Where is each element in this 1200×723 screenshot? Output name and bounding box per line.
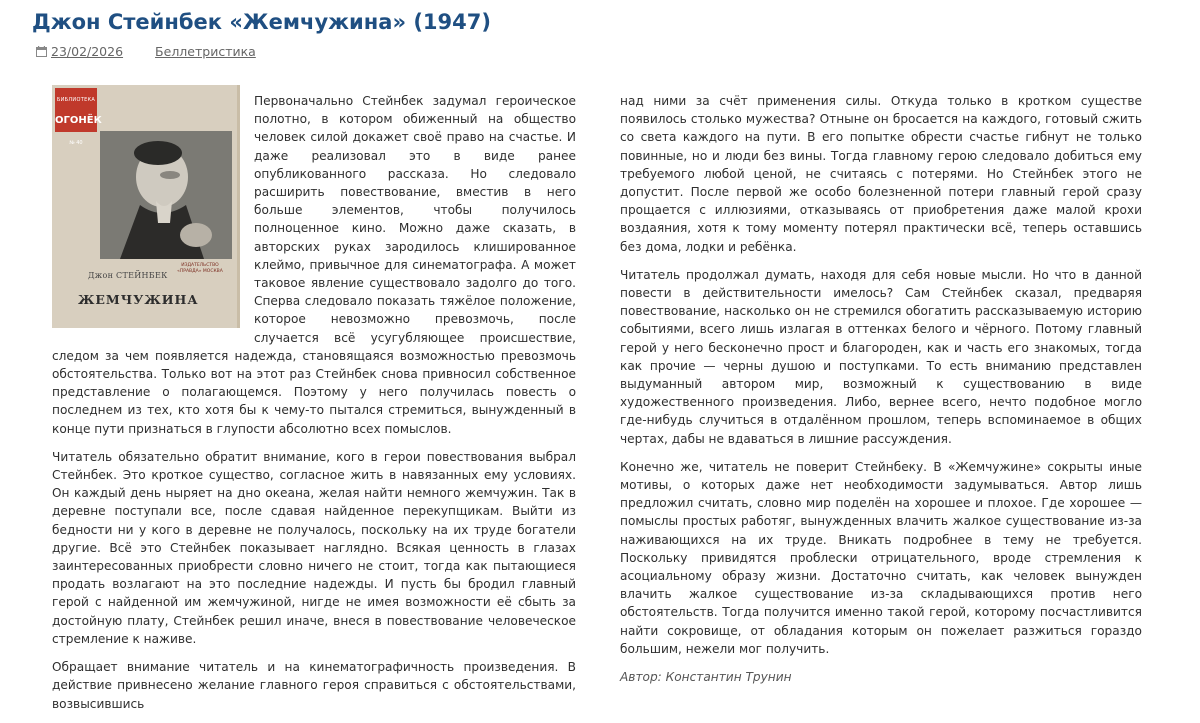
paragraph: Первоначально Стейнбек задумал героическое полотно, в котором обиженный на общество человек силой докажет своё право на счастье. И даже реализовал это в виде ранее опубликованного рассказа. Но следовало расширить повествование, вместив в него больше элементов, чтобы получилось полноценное кино. Можно даже сказать, в авторских руках зародилось клишированное клеймо, привычное для синематографа. А может таковое явление существовало задолго до того. Сперва следовало показать тяжёлое положение, которое невозможно превозмочь, после случается всё усугубляющее происшествие, следом за чем появляется надежда, становящаяся возможностью превозмочь обстоятельства. Только вот на этот раз Стейнбек снова привносил собственное представление о полагающемся. Поэтому у него получилась повесть о последнем из тех, кто хотя бы к чему-то пытался стремиться, вынужденный в конце пути признаться в глупости абсолютно всех помыслов. bbox=[52, 94, 576, 436]
cover-publisher: ИЗДАТЕЛЬСТВО «ПРАВДА» МОСКВА bbox=[177, 263, 223, 274]
calendar-icon bbox=[36, 46, 47, 57]
post-meta bbox=[36, 44, 256, 59]
paragraph: над ними за счёт применения силы. Откуда только в кротком существе появилось столько мужества? Отныне он бросается на каждого, готовый сжить со света каждого на пути. В его попытке обрести счастье гибнут не только повинные, но и люди без вины. Тогда главному герою следовало добиться ему требуемого любой ценой, не считаясь с потерями. Но Стейнбек этого не допустит. После первой же особо болезненной потери главный герой сразу прощается с иллюзиями, отказываясь от приобретения даже малой крохи воздаяния, хотя к тому моменту потерял практически всё, теперь оставшись без дома, лодки и ребёнка. bbox=[620, 94, 1142, 254]
book-cover-image[interactable] bbox=[52, 85, 240, 328]
cover-series-name: ОГОНЁК bbox=[55, 115, 102, 127]
paragraph: Читатель продолжал думать, находя для себя новые мысли. Но что в данной повести в действительности имелось? Сам Стейнбек сказал, предваряя повествование, насколько он не стремился обогатить рассказываемую историю событиями, всего лишь излагая в оттенках белого и чёрного. Потому главный герой у него бесконечно прост и благороден, как и часть его знакомых, тогда как прочие — черны душою и поступками. То есть вниманию представлен выдуманный автором мир, возможный к существованию в виде художественного произведения. Либо, вернее всего, нечто подобное могло где-нибудь случиться в отдалённом прошлом, теперь вспоминаемое в общих чертах, дабы не вдаваться в лишние рассуждения. bbox=[620, 267, 1142, 446]
cover-issue: № 40 bbox=[69, 140, 83, 147]
cover-title: ЖЕМЧУЖИНА bbox=[78, 292, 199, 307]
category-link[interactable]: Беллетристика bbox=[155, 44, 256, 59]
cover-author: Джон СТЕЙНБЕК bbox=[88, 271, 168, 280]
article-column-right bbox=[620, 92, 1142, 696]
article-column-left bbox=[52, 92, 576, 723]
cover-series-label: БИБЛИОТЕКА bbox=[56, 97, 96, 103]
paragraph: Конечно же, читатель не поверит Стейнбеку. В «Жемчужине» сокрыты иные мотивы, о которых даже нет необходимости задумываться. Автор лишь предложил считать, словно мир поделён на хорошее и плохое. Где хорошее — помыслы простых работяг, вынужденных влачить жалкое существование из-за наживающихся на их труде. Вникать подробнее в тему не требуется. Поскольку привидятся проблески отрицательного, вроде стремления к асоциальному образу жизни. Достаточно считать, как человек вынужден влачить жалкое существование из-за складывающихся против него обстоятельств. Тогда получится именно такой герой, которому посчастливится найти сокровище, от обладания которым он пожелает разжиться гораздо большим, нежели мог получить. bbox=[620, 459, 1142, 656]
cover-series-badge bbox=[55, 88, 102, 147]
paragraph: Обращает внимание читатель и на кинематографичность произведения. В действие привнесено желание главного героя справиться с обстоятельствами, возвысившись bbox=[52, 660, 576, 711]
article-title: Джон Стейнбек «Жемчужина» (1947) bbox=[32, 10, 491, 34]
author-portrait bbox=[100, 131, 232, 259]
post-date-link[interactable]: 23/02/2026 bbox=[51, 44, 124, 59]
author-byline: Автор: Константин Трунин bbox=[620, 670, 792, 685]
paragraph: Читатель обязательно обратит внимание, кого в герои повествования выбрал Стейнбек. Это кроткое существо, согласное жить в навязанных ему условиях. Он каждый день ныряет на дно океана, желая найти немного жемчужин. Так в деревне поступали все, после сдавая найденное перекупщикам. Выйти из бедности ни у кого в деревне не получалось, поскольку на их труде богатели другие. Всё это Стейнбек показывает наглядно. Всякая ценность в глазах заинтересованных приобрести словно ничего не стоит, тогда как пытающиеся продать возлагают на это последние надежды. И пусть бы бродил главный герой с найденной им жемчужиной, нигде не имея возможности её сбыть за достойную плату, Стейнбек решил иначе, внеся в повествование человеческое стремление к наживе. bbox=[52, 449, 576, 646]
